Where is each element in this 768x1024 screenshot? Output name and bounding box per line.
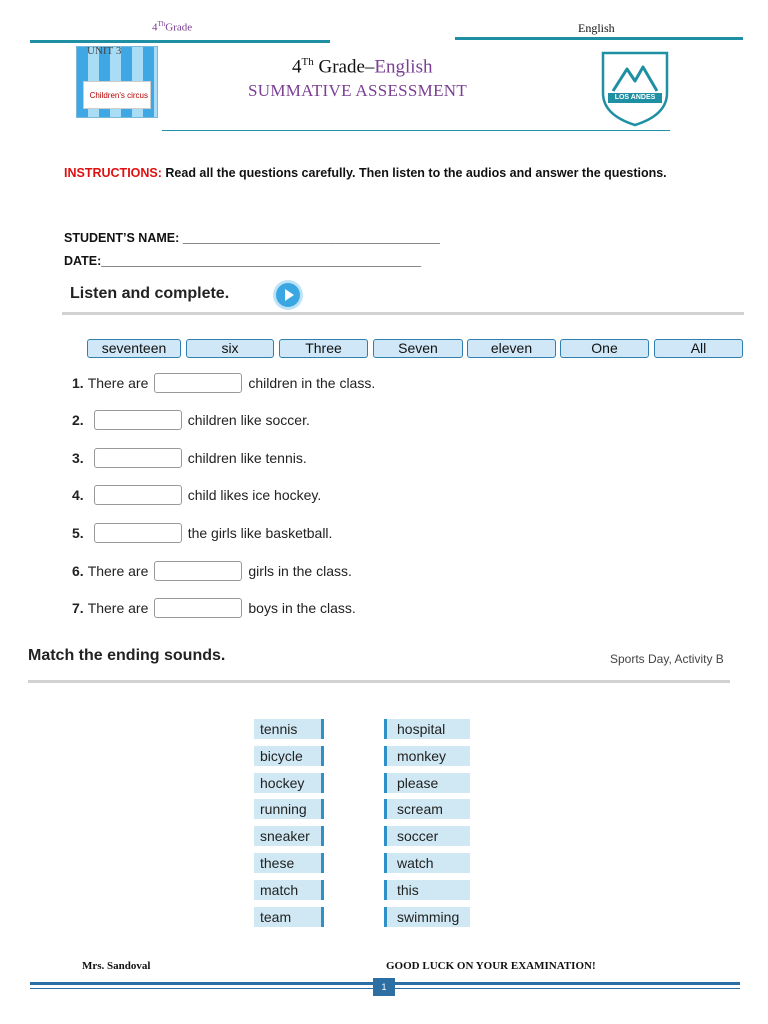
- page-subtitle: SUMMATIVE ASSESSMENT: [248, 81, 468, 100]
- logo-text: LOS ANDES: [614, 94, 656, 101]
- good-luck-message: GOOD LUCK ON YOUR EXAMINATION!: [386, 960, 596, 972]
- header-grade-label: 4ThGrade: [152, 20, 193, 34]
- question-item: [72, 561, 352, 581]
- question-text-before: There are: [87, 600, 149, 616]
- question-text-after: boys in the class.: [248, 600, 356, 616]
- header-subject-label: English: [578, 21, 615, 35]
- match-divider: [28, 680, 730, 683]
- question-number: 6.: [72, 563, 84, 579]
- match-right-item[interactable]: this: [384, 880, 470, 900]
- unit-image-caption: Children's circus: [83, 81, 151, 109]
- question-text-after: child likes ice hockey.: [187, 487, 322, 503]
- match-right-item[interactable]: scream: [384, 799, 470, 819]
- answer-blank[interactable]: [94, 485, 182, 505]
- word-bank-item[interactable]: Three: [279, 339, 368, 358]
- question-item: [72, 523, 332, 543]
- word-bank-item[interactable]: All: [654, 339, 743, 358]
- listen-heading: Listen and complete.: [70, 285, 230, 302]
- word-bank-item[interactable]: Seven: [373, 339, 463, 358]
- question-item: [72, 448, 307, 468]
- section-divider: [62, 312, 744, 315]
- word-bank-item[interactable]: One: [560, 339, 649, 358]
- word-bank-item[interactable]: eleven: [467, 339, 556, 358]
- header-rule-right: [455, 37, 743, 40]
- question-text-after: children like tennis.: [187, 450, 307, 466]
- question-item: [72, 598, 356, 618]
- match-left-item[interactable]: tennis: [254, 719, 324, 739]
- match-left-item[interactable]: hockey: [254, 773, 324, 793]
- question-text-after: children like soccer.: [187, 412, 310, 428]
- question-item: [72, 373, 375, 393]
- school-logo: [597, 49, 673, 127]
- match-heading: Match the ending sounds.: [28, 647, 226, 664]
- match-left-item[interactable]: match: [254, 880, 324, 900]
- question-text-after: girls in the class.: [248, 563, 352, 579]
- question-text-before: There are: [87, 563, 149, 579]
- question-number: 5.: [72, 525, 84, 541]
- match-left-item[interactable]: these: [254, 853, 324, 873]
- question-number: 4.: [72, 487, 84, 503]
- answer-blank[interactable]: [154, 561, 242, 581]
- word-bank-item[interactable]: six: [186, 339, 274, 358]
- question-text-after: the girls like basketball.: [187, 525, 333, 541]
- teacher-name: Mrs. Sandoval: [82, 960, 151, 972]
- unit-image: [76, 46, 158, 118]
- question-text-after: children in the class.: [248, 375, 376, 391]
- word-bank-item[interactable]: seventeen: [87, 339, 181, 358]
- date-field[interactable]: DATE:______________________________________________: [64, 254, 422, 268]
- question-item: [72, 485, 321, 505]
- match-left-item[interactable]: sneaker: [254, 826, 324, 846]
- play-audio-button[interactable]: [276, 283, 300, 307]
- question-text-before: There are: [87, 375, 149, 391]
- match-right-item[interactable]: soccer: [384, 826, 470, 846]
- question-number: 2.: [72, 412, 84, 428]
- instructions-text: Read all the questions carefully. Then listen to the audios and answer the questions.: [161, 166, 667, 180]
- header-underline: [162, 130, 670, 131]
- answer-blank[interactable]: [154, 373, 242, 393]
- match-left-item[interactable]: bicycle: [254, 746, 324, 766]
- answer-blank[interactable]: [94, 410, 182, 430]
- page-number: 1: [373, 978, 395, 996]
- student-name-field[interactable]: STUDENT’S NAME: _____________________________________: [64, 231, 440, 245]
- match-right-item[interactable]: swimming: [384, 907, 470, 927]
- match-left-item[interactable]: team: [254, 907, 324, 927]
- answer-blank[interactable]: [94, 448, 182, 468]
- match-left-item[interactable]: running: [254, 799, 324, 819]
- question-number: 1.: [72, 375, 84, 391]
- question-number: 7.: [72, 600, 84, 616]
- question-item: [72, 410, 310, 430]
- activity-label: Sports Day, Activity B: [610, 652, 724, 666]
- unit-label: UNIT 3: [87, 46, 122, 57]
- question-number: 3.: [72, 450, 84, 466]
- instructions-label: INSTRUCTIONS:: [64, 166, 162, 180]
- page-title: 4Th Grade–English: [292, 56, 433, 78]
- match-right-item[interactable]: hospital: [384, 719, 470, 739]
- instructions: [64, 163, 722, 183]
- header-rule-left: [30, 40, 330, 43]
- answer-blank[interactable]: [94, 523, 182, 543]
- match-right-item[interactable]: please: [384, 773, 470, 793]
- match-right-item[interactable]: watch: [384, 853, 470, 873]
- answer-blank[interactable]: [154, 598, 242, 618]
- match-right-item[interactable]: monkey: [384, 746, 470, 766]
